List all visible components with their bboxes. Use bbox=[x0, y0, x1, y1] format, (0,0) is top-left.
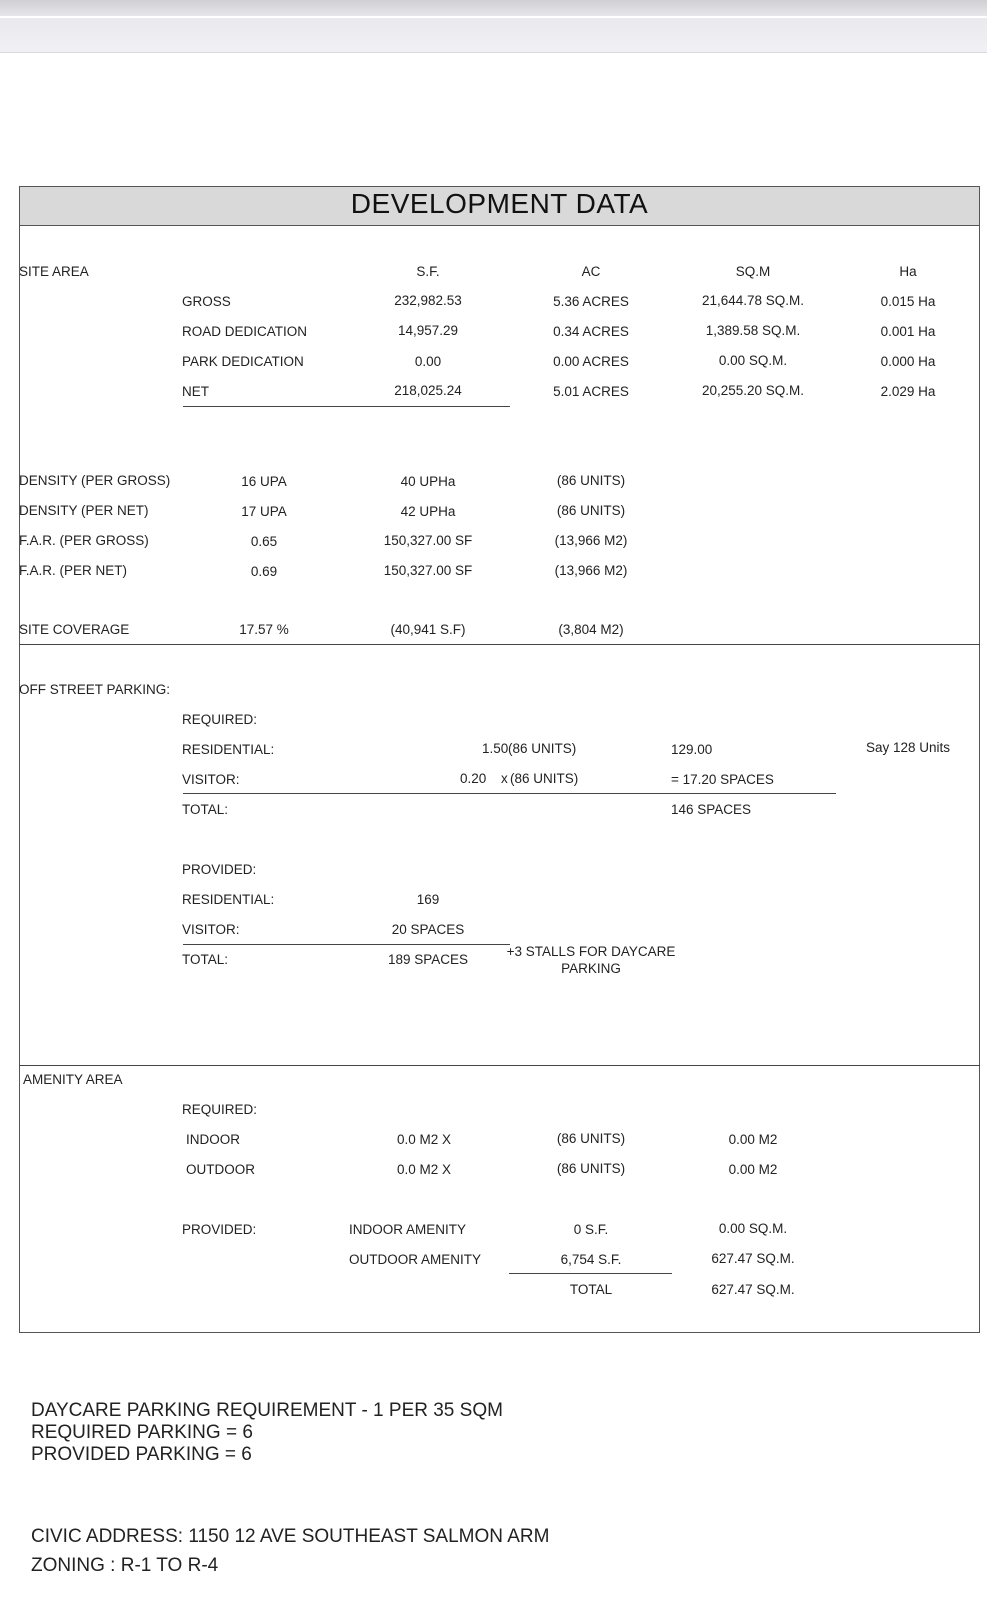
row-label: GROSS bbox=[182, 294, 231, 309]
prov-total-underline bbox=[183, 944, 510, 945]
residential-factor: 1.50 bbox=[482, 741, 509, 756]
density-v3: (13,966 M2) bbox=[554, 533, 628, 548]
indoor-amenity-sqm: 0.00 SQ.M. bbox=[718, 1221, 788, 1236]
parking-label: OFF STREET PARKING: bbox=[19, 682, 171, 697]
row-sqm: 1,389.58 SQ.M. bbox=[705, 323, 801, 338]
toolbar-strip bbox=[0, 18, 987, 53]
row-ac: 0.00 ACRES bbox=[553, 354, 629, 369]
residential-result: 129.00 bbox=[671, 742, 713, 757]
visitor-label: VISITOR: bbox=[182, 772, 240, 787]
row-ha: 0.015 Ha bbox=[880, 294, 936, 309]
header-ha: Ha bbox=[899, 264, 917, 279]
civic-address: CIVIC ADDRESS: 1150 12 AVE SOUTHEAST SALMON ARM bbox=[31, 1526, 550, 1547]
amenity-total-label: TOTAL bbox=[569, 1282, 613, 1297]
outdoor-units: (86 UNITS) bbox=[556, 1161, 626, 1176]
density-v2: 150,327.00 SF bbox=[383, 533, 473, 548]
outdoor-amenity-sqm: 627.47 SQ.M. bbox=[711, 1251, 795, 1266]
outdoor-amenity-sf: 6,754 S.F. bbox=[560, 1252, 622, 1267]
net-underline bbox=[183, 406, 510, 407]
residential-units: (86 UNITS) bbox=[508, 741, 577, 756]
residential-label: RESIDENTIAL: bbox=[182, 742, 275, 757]
indoor-amenity-label: INDOOR AMENITY bbox=[349, 1222, 467, 1237]
visitor-factor: 0.20 bbox=[460, 771, 487, 786]
daycare-note-line2: PARKING bbox=[561, 961, 621, 976]
parking-provided-label: PROVIDED: bbox=[182, 862, 257, 877]
density-v1: 17 UPA bbox=[241, 504, 287, 519]
provided-parking-note: PROVIDED PARKING = 6 bbox=[31, 1444, 252, 1465]
amenity-total-sqm: 627.47 SQ.M. bbox=[711, 1282, 795, 1297]
parking-required-label: REQUIRED: bbox=[182, 712, 258, 727]
daycare-requirement-note: DAYCARE PARKING REQUIREMENT - 1 PER 35 SQM bbox=[31, 1400, 503, 1421]
zoning: ZONING : R-1 TO R-4 bbox=[31, 1555, 219, 1576]
total-label: TOTAL: bbox=[182, 802, 229, 817]
indoor-label: INDOOR bbox=[186, 1132, 240, 1147]
density-label: DENSITY (PER NET) bbox=[19, 503, 149, 518]
header-sf: S.F. bbox=[416, 264, 440, 279]
row-ha: 0.001 Ha bbox=[880, 324, 936, 339]
row-ha: 0.000 Ha bbox=[880, 354, 936, 369]
outdoor-rate: 0.0 M2 X bbox=[397, 1162, 452, 1177]
density-v1: 0.65 bbox=[250, 534, 278, 549]
row-label: PARK DEDICATION bbox=[182, 354, 304, 369]
density-v2: 40 UPHa bbox=[400, 474, 456, 489]
row-sf: 232,982.53 bbox=[394, 293, 462, 308]
outdoor-label: OUTDOOR bbox=[186, 1162, 255, 1177]
table-title: DEVELOPMENT DATA bbox=[350, 188, 649, 219]
density-v1: 0.69 bbox=[250, 564, 278, 579]
amenity-total-underline bbox=[509, 1273, 672, 1274]
coverage-v3: (3,804 M2) bbox=[558, 622, 624, 637]
visitor-x: x bbox=[501, 771, 508, 786]
prov-residential-label: RESIDENTIAL: bbox=[182, 892, 275, 907]
row-ac: 0.34 ACRES bbox=[553, 324, 629, 339]
outdoor-result: 0.00 M2 bbox=[728, 1162, 778, 1177]
density-v3: (86 UNITS) bbox=[556, 473, 626, 488]
top-bar bbox=[0, 0, 987, 16]
density-v1: 16 UPA bbox=[241, 474, 287, 489]
row-label: NET bbox=[182, 384, 209, 399]
prov-residential: 169 bbox=[416, 892, 440, 907]
row-sf: 14,957.29 bbox=[397, 323, 459, 338]
total-result: 146 SPACES bbox=[671, 802, 752, 817]
amenity-provided-label: PROVIDED: bbox=[182, 1222, 257, 1237]
header-ac: AC bbox=[581, 264, 601, 279]
outdoor-amenity-label: OUTDOOR AMENITY bbox=[349, 1252, 482, 1267]
visitor-units: (86 UNITS) bbox=[510, 771, 579, 786]
indoor-result: 0.00 M2 bbox=[728, 1132, 778, 1147]
prov-total-label: TOTAL: bbox=[182, 952, 229, 967]
parking-total-underline bbox=[183, 793, 836, 794]
density-v2: 150,327.00 SF bbox=[383, 563, 473, 578]
density-v3: (13,966 M2) bbox=[554, 563, 628, 578]
amenity-required-label: REQUIRED: bbox=[182, 1102, 258, 1117]
development-data-table bbox=[19, 186, 980, 1333]
prov-total: 189 SPACES bbox=[387, 952, 469, 967]
row-label: ROAD DEDICATION bbox=[182, 324, 308, 339]
daycare-note-line1: +3 STALLS FOR DAYCARE bbox=[506, 944, 676, 959]
indoor-units: (86 UNITS) bbox=[556, 1131, 626, 1146]
visitor-result: = 17.20 SPACES bbox=[671, 772, 774, 787]
prov-visitor-label: VISITOR: bbox=[182, 922, 240, 937]
row-sqm: 21,644.78 SQ.M. bbox=[701, 293, 805, 308]
row-ac: 5.01 ACRES bbox=[553, 384, 629, 399]
residential-note: Say 128 Units bbox=[865, 740, 951, 755]
prov-visitor: 20 SPACES bbox=[391, 922, 465, 937]
coverage-v1: 17.57 % bbox=[239, 622, 289, 637]
indoor-amenity-sf: 0 S.F. bbox=[573, 1222, 609, 1237]
indoor-rate: 0.0 M2 X bbox=[397, 1132, 452, 1147]
row-sqm: 20,255.20 SQ.M. bbox=[701, 383, 805, 398]
required-parking-note: REQUIRED PARKING = 6 bbox=[31, 1422, 253, 1443]
coverage-label: SITE COVERAGE bbox=[19, 622, 130, 637]
row-sf: 218,025.24 bbox=[394, 383, 462, 398]
density-v2: 42 UPHa bbox=[400, 504, 456, 519]
density-label: F.A.R. (PER NET) bbox=[19, 563, 128, 578]
density-label: DENSITY (PER GROSS) bbox=[19, 473, 171, 488]
row-sqm: 0.00 SQ.M. bbox=[718, 353, 788, 368]
row-ac: 5.36 ACRES bbox=[553, 294, 629, 309]
coverage-v2: (40,941 S.F) bbox=[390, 622, 466, 637]
density-v3: (86 UNITS) bbox=[556, 503, 626, 518]
section-divider bbox=[19, 644, 980, 645]
header-sqm: SQ.M bbox=[735, 264, 771, 279]
density-label: F.A.R. (PER GROSS) bbox=[19, 533, 149, 548]
row-ha: 2.029 Ha bbox=[880, 384, 936, 399]
section-divider bbox=[19, 1065, 980, 1066]
row-sf: 0.00 bbox=[414, 354, 442, 369]
site-area-label: SITE AREA bbox=[19, 264, 89, 279]
amenity-label: AMENITY AREA bbox=[23, 1072, 123, 1087]
